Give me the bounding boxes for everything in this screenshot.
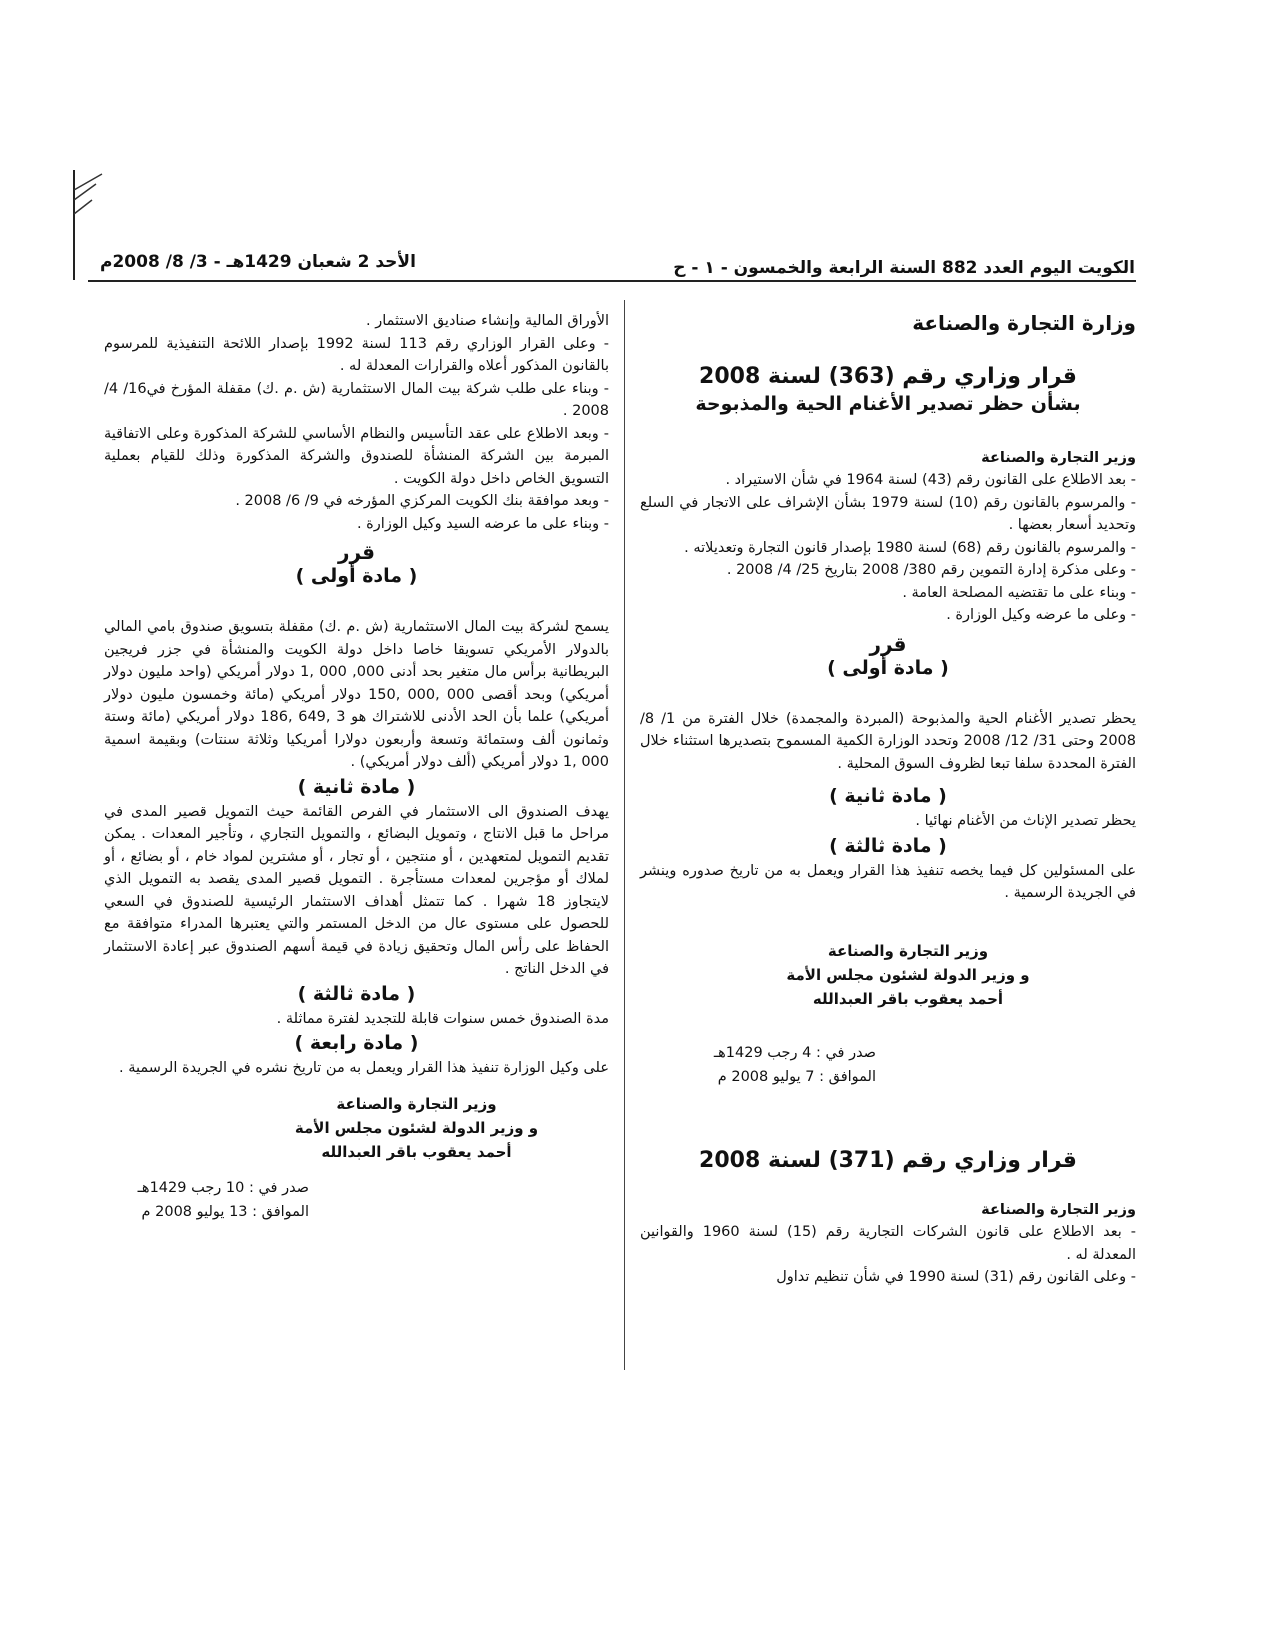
- preamble-line: - وبناء على ما عرضه السيد وكيل الوزارة .: [356, 515, 609, 532]
- header-rule: [88, 280, 1136, 282]
- decided-heading: قرر: [869, 631, 907, 656]
- decided-heading: قرر: [337, 540, 376, 564]
- preamble-line: - وعلى القرار الوزاري رقم 113 لسنة 1992 بإصدار اللائحة التنفيذية للمرسوم بالقانون المذكور أعلاه والقرارات المعدلة له .: [104, 335, 609, 374]
- article-label: ( مادة ثالثة ): [829, 834, 947, 857]
- left-column: [104, 310, 609, 1224]
- preamble-line: - وبعد الاطلاع على عقد التأسيس والنظام الأساسي للشركة المذكورة وعلى الاتفاقية المبرمة بين الشركة المنشأة للصندوق والشركة المذكورة وذلك للقيام بعملية التسويق الخاص داخل دولة الكويت .: [104, 425, 609, 487]
- article-text: على وكيل الوزارة تنفيذ هذا القرار ويعمل به من تاريخ نشره في الجريدة الرسمية .: [119, 1060, 609, 1076]
- preamble-line: وزير التجارة والصناعة: [981, 1201, 1136, 1218]
- right-column: [640, 312, 1136, 1289]
- decision-subtitle: بشأن حظر تصدير الأغنام الحية والمذبوحة: [695, 392, 1081, 415]
- issued-gregorian: الموافق : 7 يوليو 2008 م: [717, 1068, 876, 1085]
- preamble-line: - وبعد موافقة بنك الكويت المركزي المؤرخه في 9/ 6/ 2008 .: [235, 493, 609, 509]
- signature-line: وزير التجارة والصناعة: [336, 1094, 497, 1113]
- header-date: الأحد 2 شعبان 1429هـ - 3/ 8/ 2008م: [100, 252, 416, 272]
- signature-line: و وزير الدولة لشئون مجلس الأمة: [294, 1118, 539, 1137]
- preamble-line: - والمرسوم بالقانون رقم (68) لسنة 1980 بإصدار قانون التجارة وتعديلاته .: [684, 539, 1136, 556]
- preamble-line: وزير التجارة والصناعة: [981, 449, 1136, 466]
- signature-block: [640, 939, 1136, 1011]
- preamble-line: - والمرسوم بالقانون رقم (10) لسنة 1979 بشأن الإشراف على الاتجار في السلع وتحديد أسعار بعضها .: [640, 494, 1136, 533]
- ministry-heading: وزارة التجارة والصناعة: [912, 311, 1136, 335]
- header-issue: الكويت اليوم العدد 882 السنة الرابعة والخمسون - ١ - ح: [673, 258, 1135, 278]
- issued-hijri: صدر في : 10 رجب 1429هـ: [137, 1179, 309, 1196]
- issued-gregorian: الموافق : 13 يوليو 2008 م: [141, 1203, 309, 1220]
- issued-block: [104, 1176, 609, 1224]
- signature-block: [104, 1092, 609, 1164]
- article-label: ( مادة ثانية ): [297, 775, 416, 798]
- article-text: يهدف الصندوق الى الاستثمار في الفرص القائمة حيث التمويل قصير المدى في مراحل ما قبل الانتاج ، وتمويل البضائع ، والتمويل التجاري ، وتأجير المعدات . يمكن تقديم التمويل لمتعهدين ، أو منتجين ، أو تجار ، أو مشترين لمواد خام ، أو بضائع ، أو لملاك أو مؤجرين لمعدات مستأجرة . التمويل قصير المدى يقصد به التمويل الذي لايتجاوز 18 شهرا . كما تتمثل أهداف الاستثمار الرئيسية للصندوق في السعي للحصول على مستوى عال من الدخل المستمر والتي يعتبرها المدراء متوافقة مع الحفاظ على رأس المال وتحقيق زيادة في قيمة أسهم الصندوق عبر إعادة الاستثمار في الدخل الناتج .: [104, 803, 609, 977]
- decision-title: قرار وزاري رقم (371) لسنة 2008: [699, 1147, 1077, 1173]
- preamble-line: - وعلى ما عرضه وكيل الوزارة .: [946, 607, 1136, 623]
- preamble-line: - وعلى مذكرة إدارة التموين رقم 380/ 2008 بتاريخ 25/ 4/ 2008 .: [726, 562, 1136, 578]
- article-label: ( مادة رابعة ): [294, 1032, 419, 1054]
- article-label: ( مادة أولى ): [827, 656, 949, 679]
- signature-line: أحمد يعقوب باقر العبدالله: [321, 1142, 512, 1161]
- signature-line: وزير التجارة والصناعة: [827, 941, 989, 960]
- preamble-line: الأوراق المالية وإنشاء صناديق الاستثمار .: [366, 313, 609, 329]
- signature-line: و وزير الدولة لشئون مجلس الأمة: [786, 965, 1030, 984]
- article-text: يسمح لشركة بيت المال الاستثمارية (ش .م .ك) مقفلة بتسويق صندوق بامي المالي بالدولار الأمريكي تسويقا خاصا داخل دولة الكويت والمنشأة في جزر فريجين البريطانية برأس مال متغير بحد أدنى 000, 000 ,1 دولار أمريكي (واحد مليون دولار أمريكي) وبحد أقصى 000 ,000 ,150 دولار أمريكي (مائة وخمسون مليون دولار أمريكي) علما بأن الحد الأدنى للاشتراك هو 3 ,649 ,186 دولار أمريكي (مائة وستة وثمانون ألف وستمائة وتسعة وأربعون دولارا أمريكيا وثلاثة سنتات) وبقيمة اسمية 000 ,1 دولار أمريكي (ألف دولار أمريكي) .: [104, 619, 610, 770]
- article-text: يحظر تصدير الأغنام الحية والمذبوحة (المبردة والمجمدة) خلال الفترة من 1/ 8/ 2008 وحتى 31/ 12/ 2008 وتحدد الوزارة الكمية المسموح بتصديرها استثناء خلال الفترة المحددة سلفا تبعا لظروف السوق المحلية .: [640, 710, 1136, 772]
- signature-line: أحمد يعقوب باقر العبدالله: [812, 989, 1004, 1008]
- preamble-line: - وبناء على ما تقتضيه المصلحة العامة .: [902, 584, 1136, 601]
- article-text: يحظر تصدير الإناث من الأغنام نهائيا .: [915, 813, 1136, 829]
- issued-block: [640, 1041, 1136, 1089]
- preamble-line: - وعلى القانون رقم (31) لسنة 1990 في شأن تنظيم تداول: [776, 1269, 1136, 1285]
- decision-title: قرار وزاري رقم (363) لسنة 2008: [699, 363, 1077, 389]
- article-label: ( مادة أولى ): [295, 565, 418, 587]
- article-text: على المسئولين كل فيما يخصه تنفيذ هذا القرار ويعمل به من تاريخ صدوره وينشر في الجريدة الرسمية .: [640, 862, 1136, 901]
- article-label: ( مادة ثالثة ): [297, 982, 416, 1005]
- article-label: ( مادة ثانية ): [829, 785, 947, 807]
- preamble-line: - بعد الاطلاع على قانون الشركات التجارية رقم (15) لسنة 1960 والقوانين المعدلة له .: [640, 1224, 1136, 1263]
- issued-hijri: صدر في : 4 رجب 1429هـ: [713, 1044, 876, 1061]
- article-text: مدة الصندوق خمس سنوات قابلة للتجديد لفترة مماثلة .: [276, 1010, 609, 1027]
- preamble-line: - وبناء على طلب شركة بيت المال الاستثمارية (ش .م .ك) مقفلة المؤرخ في16/ 4/ 2008 .: [104, 380, 609, 419]
- column-divider: [624, 300, 625, 1370]
- preamble-line: - بعد الاطلاع على القانون رقم (43) لسنة 1964 في شأن الاستيراد .: [725, 472, 1136, 488]
